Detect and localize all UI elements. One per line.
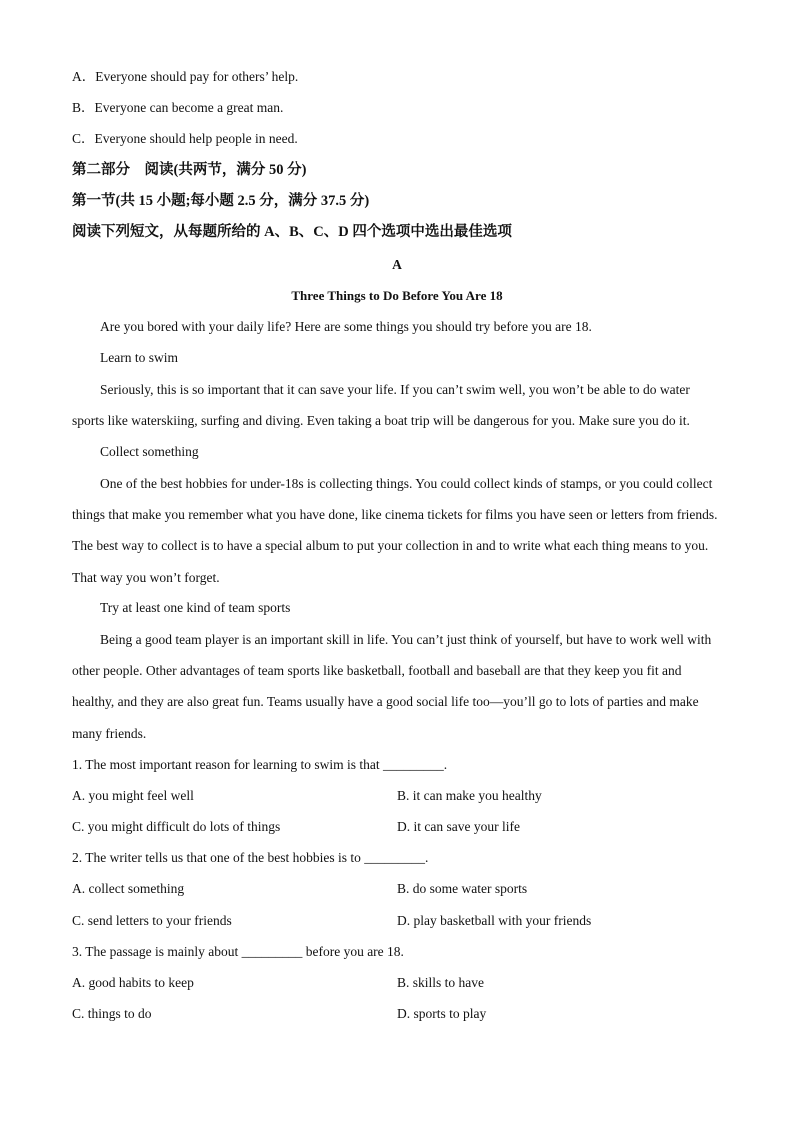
question-1-option-b: B. it can make you healthy [397,788,542,803]
prev-option-c: C．Everyone should help people in need. [72,131,298,146]
section-heading-team-sports: Try at least one kind of team sports [100,600,291,615]
passage-letter: A [392,257,402,272]
section-heading-swim: Learn to swim [100,350,178,365]
question-1-option-c: C. you might difficult do lots of things [72,819,281,834]
section-body-collect: One of the best hobbies for under-18s is collecting things. You could collect kinds of stamps, or you could collect things that make you remember what you have done, like cinema tickets for films you have seen or letters from friends. The best way to collect is to have a special album to put your collection in and to write what each thing means to you. That way you won’t forget. [72,476,718,585]
section-body-swim: Seriously, this is so important that it can save your life. If you can’t swim well, you won’t be able to do water sports like waterskiing, surfing and diving. Even taking a boat trip will be dangerous for you. Make sure you do it. [72,382,690,429]
question-2-option-c: C. send letters to your friends [72,913,232,928]
prev-option-b: B．Everyone can become a great man. [72,100,284,115]
instruction: 阅读下列短文，从每题所给的 A、B、C、D 四个选项中选出最佳选项 [72,224,512,240]
question-1-option-a: A. you might feel well [72,788,194,803]
subsection-heading: 第一节(共 15 小题;每小题 2.5 分，满分 37.5 分) [72,193,370,209]
section-body-team-sports: Being a good team player is an important skill in life. You can’t just think of yourself, but have to work well with other people. Other advantages of team sports like basketball, football and baseball are that they keep you fit and healthy, and they are also great fun. Teams usually have a good social life too—you’ll go to lots of parties and make many friends. [72,632,712,741]
passage-intro: Are you bored with your daily life? Here are some things you should try before you are 18. [100,319,592,334]
passage-title: Three Things to Do Before You Are 18 [291,288,503,303]
question-3-option-d: D. sports to play [397,1006,487,1021]
question-2-option-a: A. collect something [72,881,185,896]
question-2-stem: 2. The writer tells us that one of the best hobbies is to _________. [72,850,429,865]
question-3-stem: 3. The passage is mainly about _________ before you are 18. [72,944,404,959]
question-3-option-a: A. good habits to keep [72,975,194,990]
prev-option-a: A．Everyone should pay for others’ help. [72,69,299,84]
question-2-option-d: D. play basketball with your friends [397,913,592,928]
question-3-option-b: B. skills to have [397,975,484,990]
section-heading: 第二部分 阅读(共两节，满分 50 分) [72,162,307,178]
question-1-option-d: D. it can save your life [397,819,520,834]
section-heading-collect: Collect something [100,444,199,459]
question-3-option-c: C. things to do [72,1006,152,1021]
question-1-stem: 1. The most important reason for learning to swim is that _________. [72,757,448,772]
question-2-option-b: B. do some water sports [397,881,528,896]
